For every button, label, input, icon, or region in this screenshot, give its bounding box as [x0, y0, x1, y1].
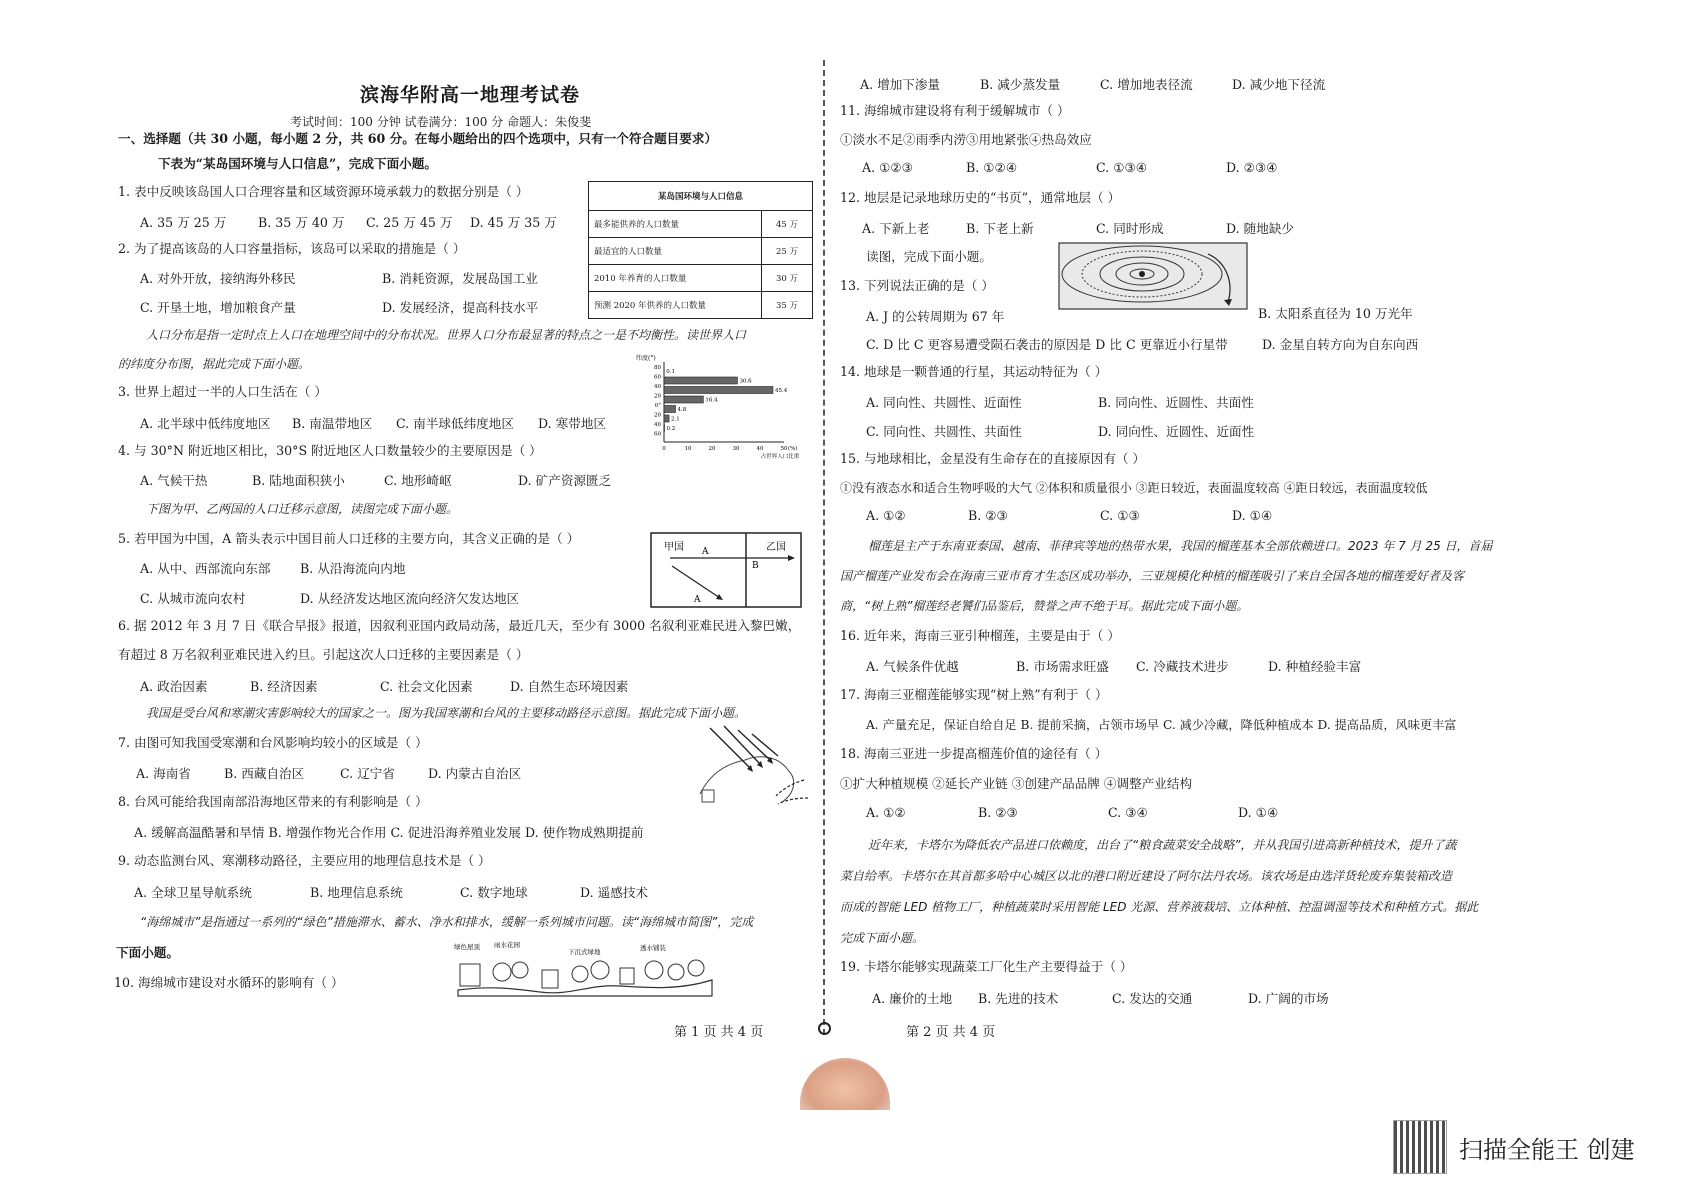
q16-option-a[interactable]: A. 气候条件优越	[866, 659, 959, 674]
question-5: 5. 若甲国为中国，A 箭头表示中国目前人口迁移的主要方向，其含义正确的是（ ）	[118, 531, 580, 546]
chart-tick-label: 60	[654, 431, 661, 438]
question-12: 12. 地层是记录地球历史的“书页”，通常地层（ ）	[840, 190, 1121, 205]
q15-statements: ①没有液态水和适合生物呼吸的大气 ②体积和质量很小 ③距日较近，表面温度较高 ④距日较远，表面温度较低	[840, 481, 1428, 495]
q11-option-d[interactable]: D. ②③④	[1226, 160, 1278, 175]
page-number-left: 第 1 页 共 4 页	[674, 1025, 764, 1040]
q3-option-c[interactable]: C. 南半球低纬度地区	[396, 416, 514, 431]
table-header: 某岛国环境与人口信息	[589, 182, 813, 211]
q17-options[interactable]: A. 产量充足，保证自给自足 B. 提前采摘，占领市场早 C. 减少冷藏，降低种植成本 D. 提高品质，风味更丰富	[866, 718, 1457, 732]
question-6-line1: 6. 据 2012 年 3 月 7 日《联合早报》报道，因叙利亚国内政局动荡，最近几天，至少有 3000 名叙利亚难民进入黎巴嫩，	[118, 618, 801, 633]
question-8: 8. 台风可能给我国南部沿海地区带来的有利影响是（ ）	[118, 794, 428, 809]
q6-option-b[interactable]: B. 经济因素	[250, 679, 318, 694]
q18-option-d[interactable]: D. ①④	[1238, 805, 1279, 820]
intro-sponge-2: 下面小题。	[116, 945, 179, 960]
q3-option-a[interactable]: A. 北半球中低纬度地区	[140, 416, 271, 431]
q11-option-c[interactable]: C. ①③④	[1096, 160, 1148, 175]
intro-durian-1: 榴莲是主产于东南亚泰国、越南、菲律宾等地的热带水果，我国的榴莲基本全部依赖进口。2023 年 7 月 25 日，首届	[868, 539, 1493, 553]
question-9: 9. 动态监测台风、寒潮移动路径，主要应用的地理信息技术是（ ）	[118, 853, 491, 868]
chart-unit: (%)	[788, 446, 798, 452]
chart-data-label: 2.1	[671, 416, 680, 423]
chart-data-label: 0.2	[666, 426, 676, 432]
intro-migration: 下图为甲、乙两国的人口迁移示意图，读图完成下面小题。	[146, 502, 459, 516]
exam-meta: 考试时间：100 分钟 试卷满分：100 分 命题人：朱俊斐	[290, 115, 592, 129]
q4-option-c[interactable]: C. 地形崎岖	[384, 473, 452, 488]
q12-option-b[interactable]: B. 下老上新	[966, 221, 1034, 236]
intro-population-1: 人口分布是指一定时点上人口在地理空间中的分布状况。世界人口分布最显著的特点之一是不均衡性。读世界人口	[146, 328, 747, 342]
question-18: 18. 海南三亚进一步提高榴莲价值的途径有（ ）	[840, 746, 1108, 761]
label-a-bottom: A	[694, 595, 701, 605]
q7-option-a[interactable]: A. 海南省	[136, 766, 191, 781]
chart-tick-label: 40	[654, 422, 661, 428]
intro-qatar-1: 近年来，卡塔尔为降低农产品进口依赖度，出台了“粮食蔬菜安全战略”，并从我国引进高新种植技术，提升了蔬	[868, 838, 1457, 852]
table-cell-label: 2010 年养育的人口数量	[589, 265, 762, 292]
table-cell-value: 35 万	[762, 292, 813, 319]
q16-option-d[interactable]: D. 种植经验丰富	[1268, 659, 1362, 674]
q9-option-d[interactable]: D. 遥感技术	[580, 885, 649, 900]
chart-tick-label: 0°	[654, 403, 661, 409]
intro-table: 下表为“某岛国环境与人口信息”，完成下面小题。	[158, 156, 437, 171]
table-cell-value: 25 万	[762, 238, 813, 265]
chart-x-tick-label: 30	[732, 446, 740, 452]
table-cell-value: 30 万	[762, 265, 813, 292]
solar-system-diagram	[1058, 242, 1248, 310]
q9-option-a[interactable]: A. 全球卫星导航系统	[134, 885, 252, 900]
page-divider	[823, 60, 825, 1035]
q19-option-c[interactable]: C. 发达的交通	[1112, 991, 1193, 1006]
typhoon-coldwave-map	[690, 724, 810, 806]
question-1: 1. 表中反映该岛国人口合理容量和区域资源环境承载力的数据分别是（ ）	[118, 184, 529, 199]
question-13: 13. 下列说法正确的是（ ）	[840, 278, 994, 293]
chart-x-tick-label: 40	[756, 446, 764, 452]
q7-option-d[interactable]: D. 内蒙古自治区	[428, 766, 522, 781]
q1-option-d[interactable]: D. 45 万 35 万	[470, 215, 557, 230]
q19-option-a[interactable]: A. 廉价的土地	[872, 991, 953, 1006]
q13-option-c[interactable]: C. D 比 C 更容易遭受陨石袭击的原因是 D 比 C 更靠近小行星带	[866, 337, 1228, 352]
q4-option-a[interactable]: A. 气候干热	[140, 473, 208, 488]
table-cell-label: 预测 2020 年供养的人口数量	[589, 292, 762, 319]
q11-option-b[interactable]: B. ①②④	[966, 160, 1018, 175]
q16-option-c[interactable]: C. 冷藏技术进步	[1136, 659, 1229, 674]
q12-option-c[interactable]: C. 同时形成	[1096, 221, 1164, 236]
q18-statements: ①扩大种植规模 ②延长产业链 ③创建产品品牌 ④调整产业结构	[840, 776, 1193, 791]
sponge-city-diagram	[450, 940, 718, 998]
q9-option-c[interactable]: C. 数字地球	[460, 885, 528, 900]
q13-option-d[interactable]: D. 金星自转方向为自东向西	[1262, 337, 1419, 352]
q14-option-d[interactable]: D. 同向性、近圆性、近面性	[1098, 424, 1255, 439]
center-binding-hole	[818, 1022, 831, 1035]
scanner-watermark	[1393, 1118, 1635, 1176]
exam-title: 滨海华附高一地理考试卷	[360, 84, 581, 106]
q5-option-b[interactable]: B. 从沿海流向内地	[300, 561, 406, 576]
q11-statements: ①淡水不足②雨季内涝③用地紧张④热岛效应	[840, 132, 1092, 147]
qr-code-icon	[1393, 1120, 1447, 1174]
chart-data-label: 45.4	[774, 388, 788, 394]
chart-tick-label: 20	[654, 412, 661, 419]
q9-option-b[interactable]: B. 地理信息系统	[310, 885, 403, 900]
q13-option-b[interactable]: B. 太阳系直径为 10 万光年	[1258, 306, 1413, 321]
chart-data-label: 16.4	[705, 397, 718, 404]
q2-option-a[interactable]: A. 对外开放，接纳海外移民	[140, 271, 296, 286]
label-jia: 甲国	[664, 542, 684, 553]
table-row	[589, 238, 813, 265]
scanner-finger	[800, 1058, 890, 1110]
chart-tick-label: 60	[654, 374, 661, 381]
sponge-label-paving: 透水铺装	[640, 944, 666, 952]
question-15: 15. 与地球相比，金星没有生命存在的直接原因有（ ）	[840, 451, 1146, 466]
q4-option-b[interactable]: B. 陆地面积狭小	[252, 473, 345, 488]
chart-x-tick-label: 20	[708, 446, 716, 452]
q7-option-c[interactable]: C. 辽宁省	[340, 766, 395, 781]
q8-options[interactable]: A. 缓解高温酷暑和旱情 B. 增强作物光合作用 C. 促进沿海养殖业发展 D. 使作物成熟期提前	[134, 825, 644, 840]
question-17: 17. 海南三亚榴莲能够实现“树上熟”有利于（ ）	[840, 687, 1108, 702]
chart-bar	[664, 377, 737, 384]
q12-option-d[interactable]: D. 随地缺少	[1226, 221, 1295, 236]
q10-option-b[interactable]: B. 减少蒸发量	[980, 77, 1061, 92]
q18-option-c[interactable]: C. ③④	[1108, 805, 1148, 820]
q18-option-b[interactable]: B. ②③	[978, 805, 1018, 820]
chart-x-tick-label: 0	[662, 446, 666, 452]
q2-option-b[interactable]: B. 消耗资源，发展岛国工业	[382, 271, 538, 286]
table-row	[589, 292, 813, 319]
question-16: 16. 近年来，海南三亚引种榴莲，主要是由于（ ）	[840, 628, 1120, 643]
intro-sponge-1: “海绵城市”是指通过一系列的“绿色”措施滞水、蓄水、净水和排水，缓解一系列城市问题。读“海绵城市简图”，完成	[140, 915, 754, 929]
q3-option-d[interactable]: D. 寒带地区	[538, 416, 607, 431]
label-yi: 乙国	[766, 542, 786, 553]
q1-option-c[interactable]: C. 25 万 45 万	[366, 215, 453, 230]
table-row	[589, 265, 813, 292]
q10-option-a[interactable]: A. 增加下渗量	[860, 77, 941, 92]
chart-data-label: 30.6	[739, 378, 752, 385]
q4-option-d[interactable]: D. 矿产资源匮乏	[518, 473, 612, 488]
q6-option-d[interactable]: D. 自然生态环境因素	[510, 679, 629, 694]
intro-qatar-3: 而成的智能 LED 植物工厂，种植蔬菜时采用智能 LED 光源、营养液栽培、立体种植、控温调湿等技术和种植方式。据此	[840, 900, 1479, 914]
q13-option-a[interactable]: A. J 的公转周期为 67 年	[866, 309, 1005, 324]
q18-option-a[interactable]: A. ①②	[866, 805, 906, 820]
q15-option-b[interactable]: B. ②③	[968, 508, 1008, 523]
label-a-top: A	[702, 547, 709, 557]
question-6-line2: 有超过 8 万名叙利亚难民进入约旦。引起这次人口迁移的主要因素是（ ）	[118, 647, 529, 662]
table-cell-value: 45 万	[762, 211, 813, 238]
question-10: 10. 海绵城市建设对水循环的影响有（ ）	[114, 975, 344, 990]
question-14: 14. 地球是一颗普通的行星，其运动特征为（ ）	[840, 364, 1108, 379]
table-cell-label: 最多能供养的人口数量	[589, 211, 762, 238]
intro-qatar-4: 完成下面小题。	[840, 931, 925, 945]
q15-option-d[interactable]: D. ①④	[1232, 508, 1273, 523]
intro-population-2: 的纬度分布图，据此完成下面小题。	[118, 357, 311, 371]
q3-option-b[interactable]: B. 南温带地区	[292, 416, 373, 431]
watermark-text: 扫描全能王 创建	[1459, 1135, 1635, 1164]
q10-option-c[interactable]: C. 增加地表径流	[1100, 77, 1193, 92]
q10-option-d[interactable]: D. 减少地下径流	[1232, 77, 1326, 92]
q19-option-b[interactable]: B. 先进的技术	[978, 991, 1059, 1006]
chart-data-label: 4.8	[677, 407, 687, 413]
chart-bar	[664, 387, 773, 394]
question-2: 2. 为了提高该岛的人口容量指标，该岛可以采取的措施是（ ）	[118, 241, 466, 256]
q7-option-b[interactable]: B. 西藏自治区	[224, 766, 305, 781]
q1-option-b[interactable]: B. 35 万 40 万	[258, 215, 345, 230]
chart-ylabel: 纬度(°)	[636, 355, 656, 362]
population-table	[588, 181, 813, 319]
q16-option-b[interactable]: B. 市场需求旺盛	[1016, 659, 1109, 674]
q14-option-b[interactable]: B. 同向性、近圆性、共面性	[1098, 395, 1254, 410]
question-3: 3. 世界上超过一半的人口生活在（ ）	[118, 384, 327, 399]
chart-bar	[664, 415, 669, 422]
q12-option-a[interactable]: A. 下新上老	[862, 221, 930, 236]
intro-durian-3: 商，“树上熟”榴莲经老饕们品鉴后，赞誉之声不绝于耳。据此完成下面小题。	[840, 599, 1249, 613]
question-4: 4. 与 30°N 附近地区相比，30°S 附近地区人口数量较少的主要原因是（ ）	[118, 443, 542, 458]
chart-bar	[664, 396, 703, 403]
chart-data-label: 0.1	[666, 369, 675, 375]
intro-typhoon: 我国是受台风和寒潮灾害影响较大的国家之一。图为我国寒潮和台风的主要移动路径示意图。据此完成下面小题。	[146, 706, 747, 720]
q2-option-c[interactable]: C. 开垦土地，增加粮食产量	[140, 300, 296, 315]
intro-qatar-2: 菜自给率。卡塔尔在其首都多哈中心城区以北的港口附近建设了阿尔法丹农场。该农场是由选洋货轮废弃集装箱改造	[840, 869, 1453, 883]
sponge-label-roof: 绿色屋顶	[454, 943, 480, 951]
question-11: 11. 海绵城市建设将有利于缓解城市（ ）	[840, 103, 1070, 118]
intro-durian-2: 国产榴莲产业发布会在海南三亚市育才生态区成功举办，三亚规模化种植的榴莲吸引了来自全国各地的榴莲爱好者及客	[840, 569, 1465, 583]
sponge-label-sunken: 下沉式绿地	[568, 948, 601, 956]
question-19: 19. 卡塔尔能够实现蔬菜工厂化生产主要得益于（ ）	[840, 959, 1133, 974]
q15-option-a[interactable]: A. ①②	[866, 508, 906, 523]
chart-bar	[664, 406, 676, 413]
q6-option-c[interactable]: C. 社会文化因素	[380, 679, 473, 694]
intro-solar: 读图，完成下面小题。	[866, 249, 992, 264]
latitude-population-chart	[636, 352, 816, 464]
chart-x-tick-label: 10	[684, 446, 692, 452]
chart-tick-label: 40	[654, 384, 661, 390]
q2-option-d[interactable]: D. 发展经济，提高科技水平	[382, 300, 539, 315]
q5-option-c[interactable]: C. 从城市流向农村	[140, 591, 246, 606]
q1-option-a[interactable]: A. 35 万 25 万	[140, 215, 227, 230]
chart-tick-label: 80	[654, 365, 661, 371]
migration-diagram	[650, 532, 802, 608]
q14-option-a[interactable]: A. 同向性、共圆性、近面性	[866, 395, 1022, 410]
chart-tick-label: 20	[654, 393, 661, 400]
question-7: 7. 由图可知我国受寒潮和台风影响均较小的区域是（ ）	[118, 735, 428, 750]
sponge-label-garden: 雨水花园	[494, 941, 520, 949]
chart-x-tick-label: 50	[780, 446, 788, 452]
table-row	[589, 211, 813, 238]
page-number-right: 第 2 页 共 4 页	[906, 1025, 996, 1040]
q15-option-c[interactable]: C. ①③	[1100, 508, 1140, 523]
q11-option-a[interactable]: A. ①②③	[862, 160, 913, 175]
q5-option-a[interactable]: A. 从中、西部流向东部	[140, 561, 271, 576]
q19-option-d[interactable]: D. 广阔的市场	[1248, 991, 1329, 1006]
section-heading: 一、选择题（共 30 小题，每小题 2 分，共 60 分。在每小题给出的四个选项中，只有一个符合题目要求）	[118, 131, 718, 146]
table-cell-label: 最适宜的人口数量	[589, 238, 762, 265]
q14-option-c[interactable]: C. 同向性、共圆性、共面性	[866, 424, 1022, 439]
label-b: B	[752, 561, 759, 571]
q5-option-d[interactable]: D. 从经济发达地区流向经济欠发达地区	[300, 591, 520, 606]
chart-xlabel: 占世界人口比重	[760, 454, 800, 460]
q6-option-a[interactable]: A. 政治因素	[140, 679, 208, 694]
